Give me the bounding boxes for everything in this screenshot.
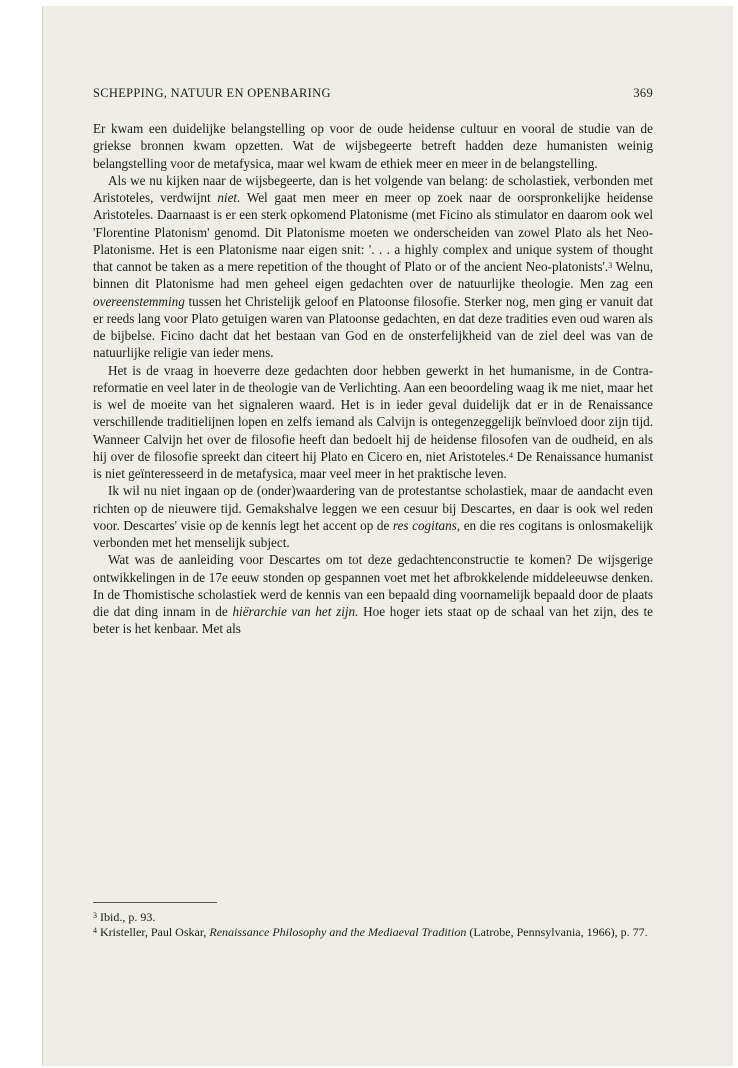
text-run: De Renaissance humanist is niet geïnteresseerd in de metafysica, maar veel meer in het praktische leven.	[93, 448, 653, 481]
paragraph	[93, 172, 653, 362]
italic-text: Renaissance Philosophy and the Mediaeval Tradition	[209, 924, 467, 939]
body-text	[93, 120, 653, 638]
text-run: Er kwam een duidelijke belangstelling op voor de oude heidense cultuur en vooral de studie van de griekse bronnen kwam opzetten. Wat de wijsbegeerte betreft hadden deze humanisten weinig belangstelling voor de metafysica, maar wel kwam de ethiek meer en meer in de belangstelling.	[93, 121, 653, 171]
text-run: Ik wil nu niet ingaan op de (onder)waardering van de protestantse scholastiek, maar de aandacht even richten op de nieuwere tijd. Gemakshalve leggen we een cesuur bij Descartes, en daar is ook wel reden voor. Descartes' visie op de kennis legt het accent op de	[93, 483, 653, 533]
page-number: 369	[633, 86, 653, 100]
text-run: Het is de vraag in hoeverre deze gedachten door hebben gewerkt in het humanisme, in de Contra-reformatie en veel later in de theologie van de Verlichting. Aan een beoordeling waag ik me niet, maar het is wel de moeite van het signaleren waard. Het is in ieder geval duidelijk dat er in de Renaissance verschillende traditielijnen lopen en zelfs iemand als Calvijn is ontegenzeggelijk beïnvloed door zijn tijd. Wanneer Calvijn het over de filosofie heeft dan bedoelt hij de heidense filosofen van de oudheid, en als hij over de filosofie spreekt dan citeert hij Plato en Cicero en, niet Aristoteles.	[93, 362, 653, 464]
text-run: Als we nu kijken naar de wijsbegeerte, dan is het volgende van belang: de scholastiek, verbonden met Aristoteles, verdwijnt	[93, 172, 653, 205]
paragraph	[93, 362, 653, 483]
footnote	[93, 925, 653, 940]
paragraph	[93, 551, 653, 637]
footnote-ref: 4	[508, 450, 513, 460]
text-run: (Latrobe, Pennsylvania, 1966), p. 77.	[466, 924, 648, 939]
text-run: Hoe hoger iets staat op de schaal van het zijn, des te beter is het kenbaar. Met als	[93, 604, 653, 637]
footnote-ref: 3	[608, 261, 613, 270]
italic-text: overeenstemming	[93, 293, 185, 309]
footnotes	[93, 910, 653, 939]
text-run: Kristeller, Paul Oskar,	[97, 924, 210, 939]
italic-text: res cogitans,	[392, 517, 461, 533]
text-run: tussen het Christelijk geloof en Platoonse filosofie. Sterker nog, men ging er vanuit dat er reeds lang voor Plato getuigen waren van Platoonse gedachten, en dat deze tradities even oud waren als de bijbelse. Ficino dacht dat het bestaan van God en de onsterfelijkheid van de ziel deel was van de natuurlijke religie van ieder mens.	[93, 293, 653, 361]
text-run: Wat was de aanleiding voor Descartes om tot deze gedachtenconstructie te komen? De wijsgerige ontwikkelingen in de 17e eeuw stonden op gespannen voet met het afbrokkelende middeleeuwse denken. In de Thomistische scholastiek werd de kennis van een bepaald ding voornamelijk bepaald door de plaats die dat ding innam in de	[93, 552, 653, 619]
footnote-ref: 4	[93, 925, 97, 935]
header-title: SCHEPPING, NATUUR EN OPENBARING	[93, 86, 331, 100]
paragraph	[93, 482, 653, 551]
footnote	[93, 910, 653, 925]
text-run: Ibid., p. 93.	[97, 910, 156, 924]
text-run: Wel gaat men meer en meer op zoek naar de oorspronkelijke heidense Aristoteles. Daarnaast is er een sterk opkomend Platonisme (met Ficino als stimulator en daarom ook wel 'Florentine Platonism' genomd. Dit Platonisme moeten we onderscheiden van zowel Plato als het Neo-Platonisme. Het is een Platonisme naar eigen snit: '. . . a highly complex and unique system of thought that cannot be taken as a mere repetition of the thought of Plato or of the ancient Neo-platonists'.	[93, 190, 653, 274]
footnote-divider	[93, 902, 217, 903]
italic-text: hiërarchie van het zijn.	[232, 604, 359, 619]
book-page	[42, 6, 733, 1066]
text-run: en die res cogitans is onlosmakelijk verbonden met het menselijk subject.	[93, 517, 653, 550]
paragraph	[93, 120, 653, 172]
footnote-ref: 3	[93, 911, 97, 920]
italic-text: niet.	[217, 190, 241, 205]
text-run: Welnu, binnen dit Platonisme had men geheel eigen gedachten over de natuurlijke theologie. Men zag een	[93, 259, 653, 292]
